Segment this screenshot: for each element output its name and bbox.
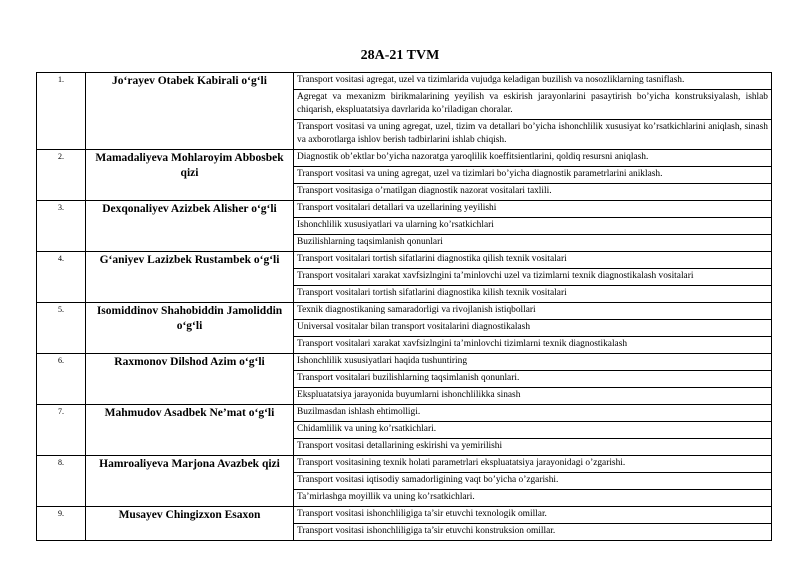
topics-cell xyxy=(294,405,772,456)
student-name: Dexqonaliyev Azizbek Alisher o‘g‘li xyxy=(86,201,294,252)
row-number: 1. xyxy=(37,73,86,150)
student-name: Jo‘rayev Otabek Kabirali o‘g‘li xyxy=(86,73,294,150)
student-name: Musayev Chingizxon Esaxon xyxy=(86,507,294,541)
student-name: Hamroaliyeva Marjona Avazbek qizi xyxy=(86,456,294,507)
topics-cell xyxy=(294,201,772,252)
topic-item: Transport vositalari detallari va uzellarining yeyilishi xyxy=(297,203,497,213)
topic-item: Transport vositasi va uning agregat, uzel, tizim va detallari bo’yicha ishonchlilik xususiyat ko’rsatkichlarini aniqlash, sinash va axborotlarga ishlov berish tadbirlarini ishlab chiqish. xyxy=(294,119,771,149)
student-name: Mahmudov Asadbek Ne’mat o‘g‘li xyxy=(86,405,294,456)
topic-item: Transport vositalari xarakat xavfsizlngini ta’minlovchi tizimlarni texnik diagnostikalash xyxy=(294,336,771,353)
table-row xyxy=(37,303,772,354)
row-number: 3. xyxy=(37,201,86,252)
topic-item: Transport vositasi ishonchliligiga ta’sir etuvchi texnologik omillar. xyxy=(297,509,547,519)
topic-item: Transport vositalari xarakat xavfsizlngini ta’minlovchi uzel va tizimlarni texnik diagnostikalash vositalari xyxy=(294,268,771,285)
topic-item: Buzilishlarning taqsimlanish qonunlari xyxy=(294,234,771,251)
topics-cell xyxy=(294,73,772,150)
table-row xyxy=(37,456,772,507)
row-number: 7. xyxy=(37,405,86,456)
topic-item: Transport vositasi agregat, uzel va tizimlarida vujudga keladigan buzilish va nosozliklarning tasniflash. xyxy=(297,75,685,85)
topic-item: Transport vositasi va uning agregat, uzel va tizimlari bo’yicha diagnostik parametrlarini aniklash. xyxy=(294,166,771,183)
student-name: G‘aniyev Lazizbek Rustambek o‘g‘li xyxy=(86,252,294,303)
topic-item: Ta’mirlashga moyillik va uning ko’rsatkichlari. xyxy=(294,489,771,506)
assignment-table xyxy=(36,72,772,541)
topic-item: Transport vositasi detallarining eskirishi va yemirilishi xyxy=(294,438,771,455)
topic-item: Transport vositalari buzilishlarning taqsimlanish qonunlari. xyxy=(294,370,771,387)
table-row xyxy=(37,354,772,405)
topic-item: Diagnostik ob’ektlar bo’yicha nazoratga yaroqlilik koeffitsientlarini, qoldiq resursni aniqlash. xyxy=(297,152,649,162)
topics-cell xyxy=(294,252,772,303)
table-row xyxy=(37,73,772,150)
topic-item: Transport vositalari tortish sifatlarini diagnostika qilish texnik vositalari xyxy=(297,254,567,264)
topic-item: Transport vositalari tortish sifatlarini diagnostika kilish texnik vositalari xyxy=(294,285,771,302)
table-row xyxy=(37,507,772,541)
topic-item: Ishonchlilik xususiyatlari va ularning ko’rsatkichlari xyxy=(294,217,771,234)
topics-cell xyxy=(294,354,772,405)
topics-cell xyxy=(294,507,772,541)
topic-item: Texnik diagnostikaning samaradorligi va rivojlanish istiqbollari xyxy=(297,305,536,315)
topics-cell xyxy=(294,456,772,507)
topic-item: Ekspluatatsiya jarayonida buyumlarni ishonchlilikka sinash xyxy=(294,387,771,404)
table-row xyxy=(37,405,772,456)
topic-item: Ishonchlilik xususiyatlari haqida tushuntiring xyxy=(297,356,468,366)
row-number: 6. xyxy=(37,354,86,405)
topics-cell xyxy=(294,150,772,201)
topic-item: Universal vositalar bilan transport vositalarini diagnostikalash xyxy=(294,319,771,336)
student-name: Mamadaliyeva Mohlaroyim Abbosbek qizi xyxy=(86,150,294,201)
row-number: 8. xyxy=(37,456,86,507)
table-row xyxy=(37,252,772,303)
topic-item: Transport vositasining texnik holati parametrlari ekspluatatsiya jarayonidagi o’zgarishi. xyxy=(297,458,626,468)
topic-item: Buzilmasdan ishlash ehtimolligi. xyxy=(297,407,421,417)
table-row xyxy=(37,201,772,252)
topic-item: Chidamlilik va uning ko’rsatkichlari. xyxy=(294,421,771,438)
table-row xyxy=(37,150,772,201)
student-name: Isomiddinov Shahobiddin Jamoliddin o‘g‘li xyxy=(86,303,294,354)
row-number: 2. xyxy=(37,150,86,201)
topic-item: Transport vositasi ishonchliligiga ta’sir etuvchi konstruksion omillar. xyxy=(294,523,771,540)
document-title: 28A-21 TVM xyxy=(360,48,440,63)
row-number: 5. xyxy=(37,303,86,354)
row-number: 4. xyxy=(37,252,86,303)
topic-item: Transport vositasiga o’rnatilgan diagnostik nazorat vositalari taxlili. xyxy=(294,183,771,200)
topic-item: Transport vositasi iqtisodiy samadorligining vaqt bo’yicha o’zgarishi. xyxy=(294,472,771,489)
topics-cell xyxy=(294,303,772,354)
student-name: Raxmonov Dilshod Azim o‘g‘li xyxy=(86,354,294,405)
row-number: 9. xyxy=(37,507,86,541)
topic-item: Agregat va mexanizm birikmalarining yeyilish va eskirish jarayonlarini pasaytirish bo’yicha konstruksiyalash, ishlab chiqarish, ekspluatatsiya davrlarida ko’riladigan choralar. xyxy=(294,89,771,119)
